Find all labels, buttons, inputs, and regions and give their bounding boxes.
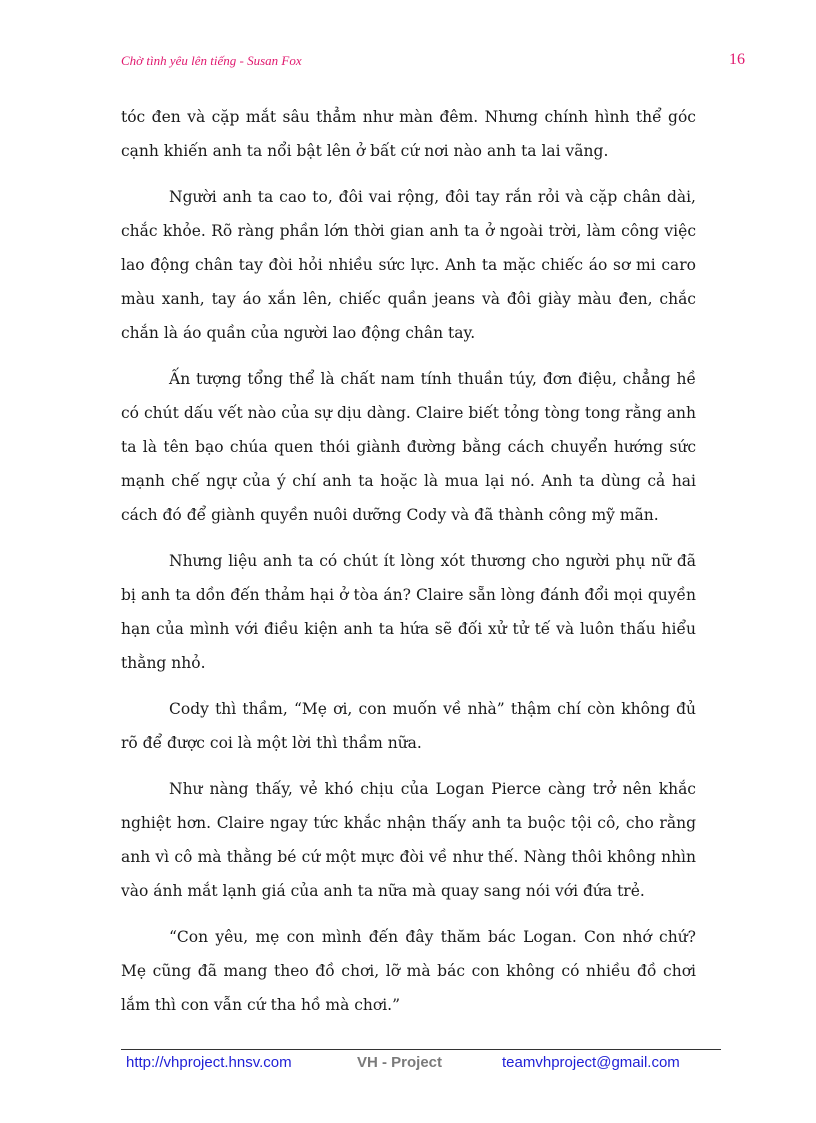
paragraph-3: Ấn tượng tổng thể là chất nam tính thuần túy, đơn điệu, chẳng hề có chút dấu vết nào của sự dịu dàng. Claire biết tỏng tòng tong rằng anh ta là tên bạo chúa quen thói giành đường bằng cách chuyển hướng sức mạnh chế ngự của ý chí anh ta hoặc là mua lại nó. Anh ta dùng cả hai cách đó để giành quyền nuôi dưỡng Cody và đã thành công mỹ mãn. — [121, 370, 696, 524]
paragraph-4: Nhưng liệu anh ta có chút ít lòng xót thương cho người phụ nữ đã bị anh ta dồn đến thảm hại ở tòa án? Claire sẵn lòng đánh đổi mọi quyền hạn của mình với điều kiện anh ta hứa sẽ đối xử tử tế và luôn thấu hiểu thằng nhỏ. — [121, 552, 696, 672]
paragraph-5: Cody thì thầm, “Mẹ ơi, con muốn về nhà” thậm chí còn không đủ rõ để được coi là một lời thì thầm nữa. — [121, 700, 696, 752]
footer-divider — [121, 1049, 721, 1050]
running-header-title: Chờ tình yêu lên tiếng - Susan Fox — [121, 53, 302, 68]
paragraph-6: Như nàng thấy, vẻ khó chịu của Logan Pierce càng trở nên khắc nghiệt hơn. Claire ngay tức khắc nhận thấy anh ta buộc tội cô, cho rằng anh vì cô mà thằng bé cứ một mực đòi về như thế. Nàng thôi không nhìn vào ánh mắt lạnh giá của anh ta nữa mà quay sang nói với đứa trẻ. — [121, 780, 696, 900]
paragraph-2: Người anh ta cao to, đôi vai rộng, đôi tay rắn rỏi và cặp chân dài, chắc khỏe. Rõ ràng phần lớn thời gian anh ta ở ngoài trời, làm công việc lao động chân tay đòi hỏi nhiều sức lực. Anh ta mặc chiếc áo sơ mi caro màu xanh, tay áo xắn lên, chiếc quần jeans và đôi giày màu đen, chắc chắn là áo quần của người lao động chân tay. — [121, 188, 696, 342]
footer-email-link[interactable]: teamvhproject@gmail.com — [502, 1054, 680, 1071]
paragraph-7: “Con yêu, mẹ con mình đến đây thăm bác Logan. Con nhớ chứ? Mẹ cũng đã mang theo đồ chơi, lỡ mà bác con không có nhiều đồ chơi lắm thì con vẫn cứ tha hồ mà chơi.” — [121, 928, 696, 1014]
page-number: 16 — [729, 51, 745, 68]
paragraph-1: tóc đen và cặp mắt sâu thẳm như màn đêm. Nhưng chính hình thể góc cạnh khiến anh ta nổi bật lên ở bất cứ nơi nào anh ta lai vãng. — [121, 108, 696, 160]
footer-website-link[interactable]: http://vhproject.hnsv.com — [126, 1054, 292, 1071]
body-text — [121, 100, 696, 1034]
footer-project-name: VH - Project — [357, 1054, 443, 1071]
